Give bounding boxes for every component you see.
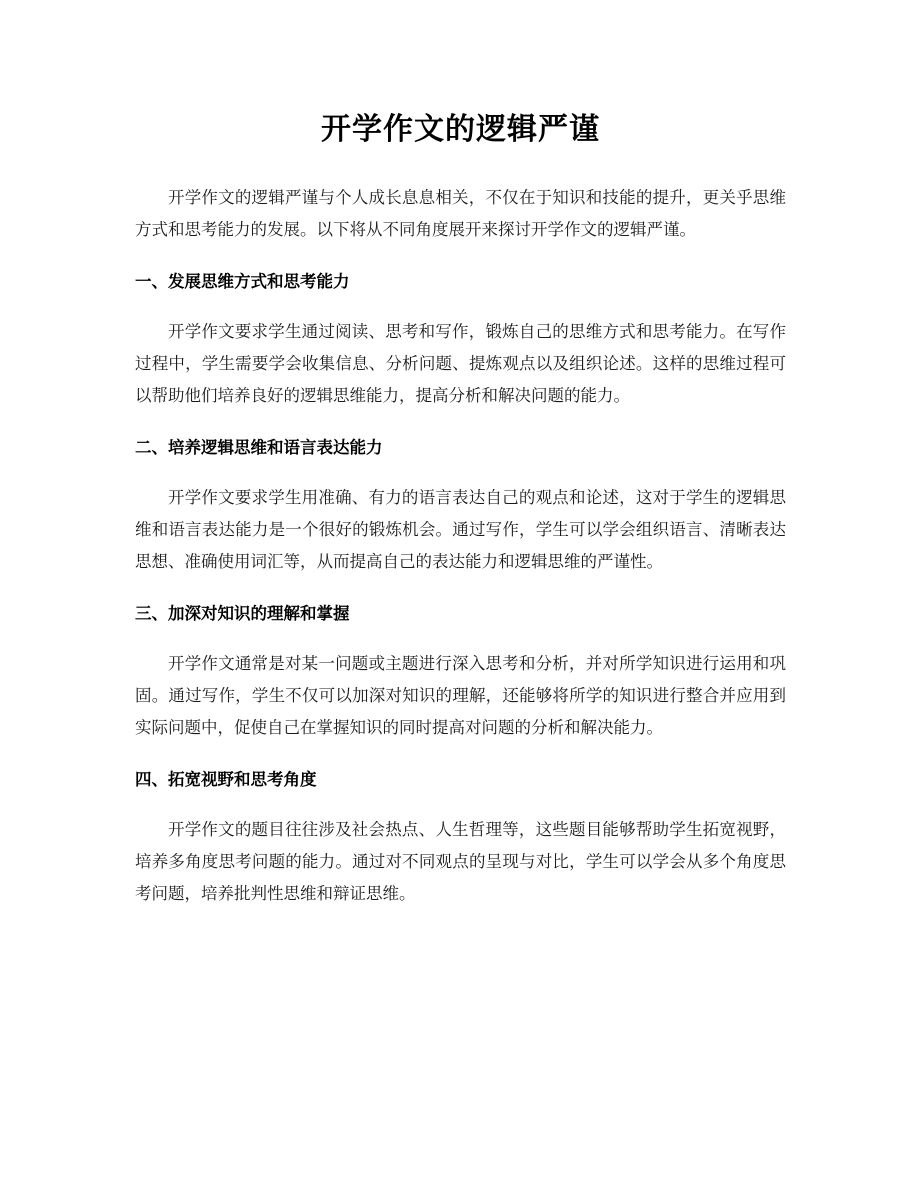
section-2 [135,432,786,578]
document-title: 开学作文的逻辑严谨 [321,112,600,147]
section-paragraph: 开学作文要求学生用准确、有力的语言表达自己的观点和论述，这对于学生的逻辑思维和语言表达能力是一个很好的锻炼机会。通过写作，学生可以学会组织语言、清晰表达思想、准确使用词汇等，从而提高自己的表达能力和逻辑思维的严谨性。 [135,488,786,571]
section-heading: 三、加深对知识的理解和掌握 [135,604,350,623]
section-heading: 二、培养逻辑思维和语言表达能力 [135,438,383,457]
section-heading: 一、发展思维方式和思考能力 [135,272,350,291]
section-3 [135,598,786,744]
section-paragraph: 开学作文通常是对某一问题或主题进行深入思考和分析，并对所学知识进行运用和巩固。通过写作，学生不仅可以加深对知识的理解，还能够将所学的知识进行整合并应用到实际问题中，促使自己在掌握知识的同时提高对问题的分析和解决能力。 [135,654,786,737]
document-page [135,100,786,910]
section-4 [135,764,786,910]
section-heading: 四、拓宽视野和思考角度 [135,770,317,789]
section-1 [135,266,786,412]
intro-paragraph: 开学作文的逻辑严谨与个人成长息息相关，不仅在于知识和技能的提升，更关乎思维方式和思考能力的发展。以下将从不同角度展开来探讨开学作文的逻辑严谨。 [135,188,786,239]
section-paragraph: 开学作文的题目往往涉及社会热点、人生哲理等，这些题目能够帮助学生拓宽视野，培养多角度思考问题的能力。通过对不同观点的呈现与对比，学生可以学会从多个角度思考问题，培养批判性思维和辩证思维。 [135,820,786,903]
section-paragraph: 开学作文要求学生通过阅读、思考和写作，锻炼自己的思维方式和思考能力。在写作过程中，学生需要学会收集信息、分析问题、提炼观点以及组织论述。这样的思维过程可以帮助他们培养良好的逻辑思维能力，提高分析和解决问题的能力。 [135,322,786,405]
